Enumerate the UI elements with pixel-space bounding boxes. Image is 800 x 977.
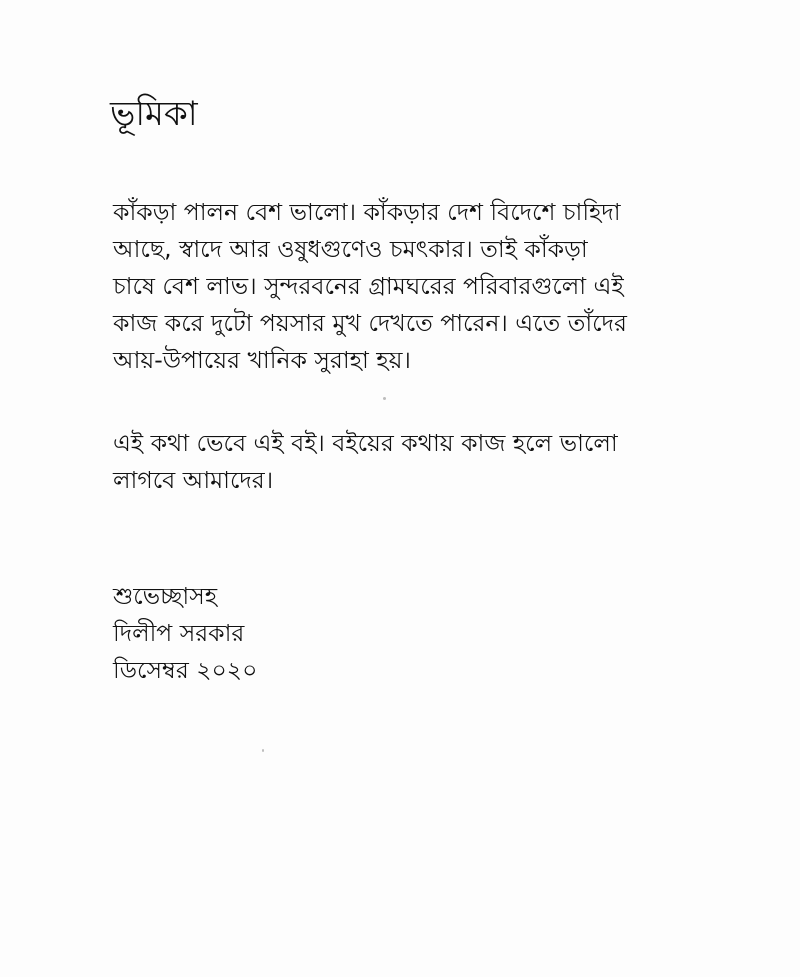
signoff-date: ডিসেম্বর ২০২০ <box>113 656 258 684</box>
paragraph-line: কাঁকড়া পালন বেশ ভালো। কাঁকড়ার দেশ বিদেশে চাহিদা <box>113 198 621 226</box>
paragraph-line: আয়-উপায়ের খানিক সুরাহা হয়। <box>113 346 411 374</box>
intro-paragraph <box>113 194 627 379</box>
page-title: ভূমিকা <box>110 94 198 134</box>
paragraph-line: এই কথা ভেবে এই বই। বইয়ের কথায় কাজ হলে ভালো <box>113 429 618 457</box>
signoff-greeting: শুভেচ্ছাসহ <box>113 582 218 610</box>
paragraph-line: কাজ করে দুটো পয়সার মুখ দেখতে পারেন। এতে তাঁদের <box>113 309 627 337</box>
signature-block <box>113 578 257 689</box>
paragraph-line: আছে, স্বাদে আর ওষুধগুণেও চমৎকার। তাই কাঁকড়া <box>113 235 588 263</box>
paragraph-line: লাগবে আমাদের। <box>113 466 274 494</box>
author-name: দিলীপ সরকার <box>113 619 245 647</box>
closing-paragraph <box>113 425 618 499</box>
scan-speck <box>383 397 386 400</box>
paragraph-line: চাষে বেশ লাভ। সুন্দরবনের গ্রামঘরের পরিবারগুলো এই <box>113 272 624 300</box>
scan-speck <box>262 749 264 752</box>
